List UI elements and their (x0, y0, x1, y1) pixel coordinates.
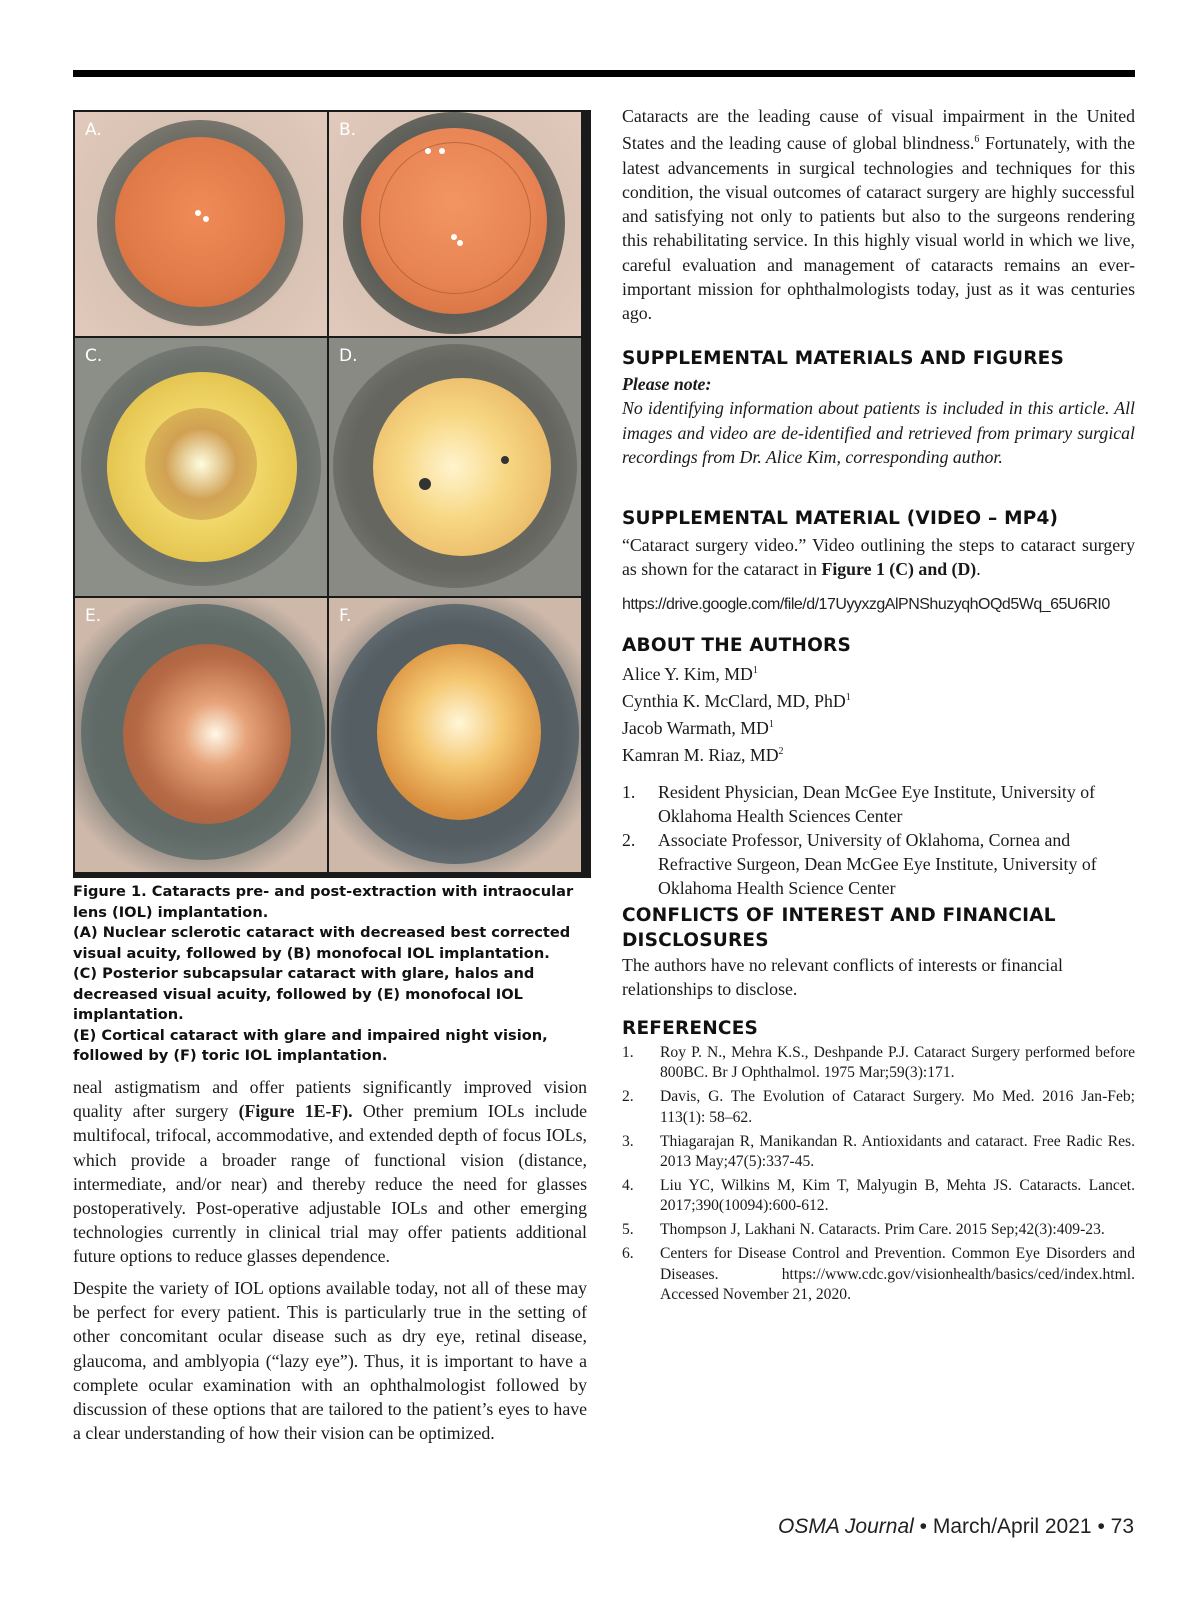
conflicts-text: The authors have no relevant conflicts of interests or financial relationships to disclose. (622, 955, 1063, 1000)
header-rule (73, 70, 1135, 77)
supplemental-section (622, 348, 1135, 469)
affiliation-item: 1. Resident Physician, Dean McGee Eye Institute, University of Oklahoma Health Sciences Center (622, 781, 1096, 826)
page-number: 73 (1110, 1515, 1134, 1538)
video-link[interactable]: https://drive.google.com/file/d/17UyyxzgAlPNShuzyqhOQd5Wq_65U6RI0 (622, 595, 1110, 613)
section-heading: CONFLICTS OF INTEREST AND FINANCIAL DISCLOSURES (622, 905, 1056, 951)
video-section: SUPPLEMENTAL MATERIAL (VIDEO – MP4) “Cataract surgery video.” Video outlining the steps to cataract surgery as shown for the cataract in Figure 1 (C) and (D). https://drive.google.com/file/d/17UyyxzgAlPNShuzyqhOQd5Wq_65U6RI0 (622, 508, 1135, 613)
section-heading: SUPPLEMENTAL MATERIAL (VIDEO – MP4) (622, 508, 1059, 529)
panel-label: C. (85, 346, 103, 366)
page-footer (778, 1515, 1134, 1539)
issue-date: March/April 2021 (932, 1515, 1092, 1538)
caption-title: Figure 1. Cataracts pre- and post-extraction with intraocular lens (IOL) implantation. (73, 883, 574, 921)
reference-item: 2. Davis, G. The Evolution of Cataract Surgery. Mo Med. 2016 Jan-Feb; 113(1): 58–62. (622, 1088, 1135, 1126)
reference-item: 3. Thiagarajan R, Manikandan R. Antioxidants and cataract. Free Radic Res. 2013 May;47(5):337-45. (622, 1132, 1135, 1171)
author-name: Jacob Warmath, $MD^1$ (622, 718, 774, 739)
caption-line: (C) Posterior subcapsular cataract with glare, halos and decreased visual acuity, followed by (E) monofocal IOL implantation. (73, 965, 535, 1023)
journal-name: OSMA Journal (778, 1515, 914, 1538)
references-section (622, 1018, 1135, 1309)
note-text: No identifying information about patients is included in this article. All images and video are de-identified and retrieved from primary surgical recordings from Dr. Alice Kim, corresponding author. (622, 398, 1135, 467)
affiliation-list (622, 780, 1135, 901)
panel-a-nuclear-cataract (75, 112, 327, 336)
caption-line: (E) Cortical cataract with glare and impaired night vision, followed by (F) toric IOL implantation. (73, 1026, 548, 1064)
panel-label: B. (339, 120, 357, 140)
author-name: Alice Y. Kim, $MD^1$ (622, 663, 758, 684)
footer-bullet: • (919, 1515, 927, 1538)
panel-label: A. (85, 120, 102, 140)
author-name: Cynthia K. McClard, MD, PhD$^1$ (622, 691, 851, 712)
left-paragraph-1: neal astigmatism and offer patients significantly improved vision quality after surgery (Figure 1E-F). Other premium IOLs include multifocal, trifocal, accommodative, and extended depth of focus IOLs, which provide a broader range of functional vision (distance, intermediate, and/or near) and thereby reduce the need for glasses postoperatively. Post-operative adjustable IOLs and other emerging technologies currently in clinical trial may offer patients additional future options to reduce glasses dependence. (73, 1077, 588, 1267)
panel-c-posterior-subcapsular-cataract (75, 338, 327, 596)
affiliation-item: 2. Associate Professor, University of Oklahoma, Cornea and Refractive Surgeon, Dean McGee Eye Institute, University of Oklahoma Health Science Center (622, 829, 1097, 899)
author-name: Kamran M. Riaz, $MD^2$ (622, 745, 784, 766)
reference-item: 6. Centers for Disease Control and Prevention. Common Eye Disorders and Diseases. https://www.cdc.gov/visionhealth/basics/ced/index.html. Accessed November 21, 2020. (622, 1245, 1135, 1303)
reference-item: 5. Thompson J, Lakhani N. Cataracts. Prim Care. 2015 Sep;42(3):409-23. (622, 1221, 1105, 1239)
reference-item: 1. Roy P. N., Mehra K.S., Deshpande P.J. Cataract Surgery performed before 800BC. Br J Ophthalmol. 1975 Mar;59(3):171. (622, 1044, 1135, 1082)
left-paragraph-2: Despite the variety of IOL options available today, not all of these may be perfect for every patient. This is particularly true in the setting of other concomitant ocular disease such as dry eye, retinal disease, glaucoma, and amblyopia (“lazy eye”). Thus, it is important to have a complete ocular examination with an ophthalmologist followed by discussion of these options that are tailored to the patient’s eyes to have a clear understanding of how their vision can be optimized. (73, 1278, 587, 1444)
section-heading: ABOUT THE AUTHORS (622, 635, 851, 656)
footer-bullet: • (1097, 1515, 1105, 1538)
caption-line: (A) Nuclear sclerotic cataract with decreased best corrected visual acuity, followed by (B) monofocal IOL implantation. (73, 924, 571, 962)
panel-d-monofocal-iol (329, 338, 581, 596)
figure-reference: Figure 1 (C) and (D) (821, 559, 977, 580)
panel-label: D. (339, 346, 358, 366)
section-heading: REFERENCES (622, 1018, 759, 1039)
panel-label: E. (85, 606, 102, 626)
panel-e-cortical-cataract (75, 598, 327, 872)
reference-list (622, 1043, 1135, 1305)
note-label: Please note: (622, 374, 712, 394)
citation-superscript: 6 (974, 134, 980, 146)
figure-1 (73, 110, 591, 878)
conflicts-section (622, 903, 1135, 1002)
panel-f-toric-iol (329, 598, 581, 872)
figure-caption (73, 882, 593, 1067)
intro-paragraph: Cataracts are the leading cause of visual impairment in the United States and the leading cause of global blindness.$^6$ Fortunately, with the latest advancements in surgical technologies and techniques for this condition, the visual outcomes of cataract surgery are highly successful and satisfying not only to patients but also to the surgeons rendering this rehabilitating service. In this highly visual world in which we live, careful evaluation and management of cataracts remains an ever-important mission for ophthalmologists today, just as it was centuries ago. (622, 106, 1135, 324)
panel-label: F. (339, 606, 352, 626)
authors-section (622, 635, 1135, 901)
reference-item: 4. Liu YC, Wilkins M, Kim T, Malyugin B, Mehta JS. Cataracts. Lancet. 2017;390(10094):600-612. (622, 1176, 1135, 1215)
author-list (622, 659, 1135, 768)
section-heading: SUPPLEMENTAL MATERIALS AND FIGURES (622, 348, 1065, 369)
panel-b-monofocal-iol (329, 112, 581, 336)
figure-reference: (Figure 1E-F). (238, 1101, 353, 1122)
